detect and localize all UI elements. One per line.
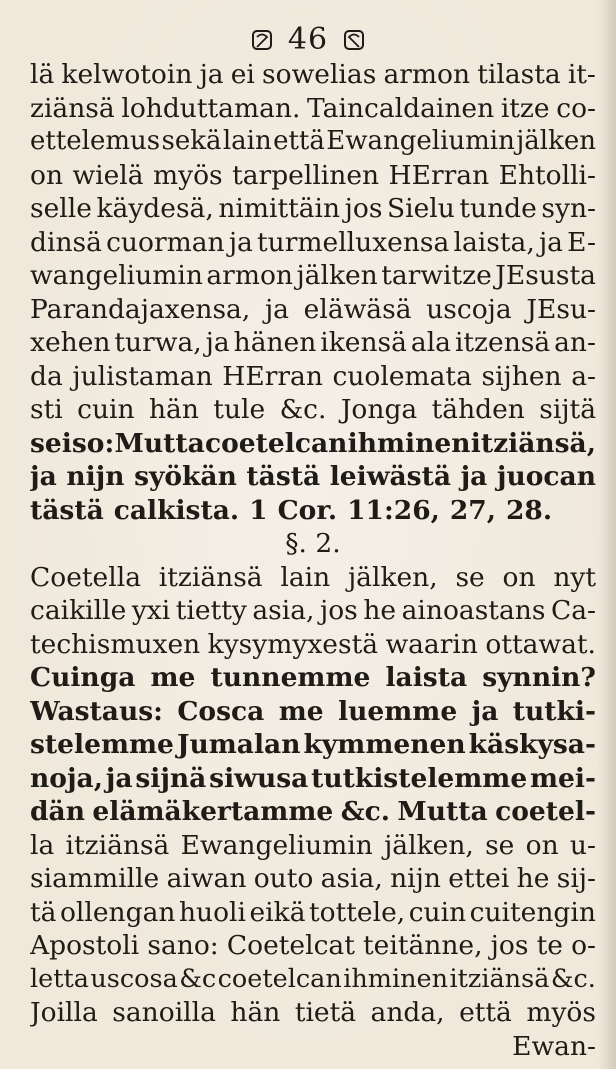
- text-line: dän elämäkertamme &c. Mutta coetel-: [30, 796, 596, 827]
- text-line: Cuinga me tunnemme laista synnin?: [30, 662, 596, 693]
- text-line: da julistaman HErran cuolemata sijhen a-: [30, 360, 596, 392]
- text-line: tä ollengan huoli eikä tottele, cuin cuitengin: [30, 896, 596, 928]
- text-line: xehen turwa, ja hänen ikensä ala itzensä an-: [30, 327, 596, 358]
- text-line: ja nijn syökän tästä leiwästä ja juocan: [30, 461, 596, 492]
- text-line: Parandajaxensa, ja eläwäsä uscoja JEsu-: [30, 293, 596, 325]
- page-number: 46: [287, 22, 329, 57]
- page-gutter-shadow: [598, 0, 616, 1069]
- text-line: selle käydesä, nimittäin jos Sielu tunde syn-: [30, 193, 596, 224]
- text-line: wangeliumin armon jälken tarwitze JEsusta: [30, 260, 596, 291]
- text-line: noja, ja sijnä siwusa tutkistelemme mei-: [30, 762, 596, 794]
- body-text: [30, 58, 596, 1063]
- text-line: Apostoli sano: Coetelcat teitänne, jos te o-: [30, 930, 596, 961]
- ornament-right-icon: [342, 28, 366, 52]
- text-line: Coetella itziänsä lain jälken, se on nyt: [30, 561, 596, 593]
- text-line: ziänsä lohduttaman. Taincaldainen itze co-: [30, 92, 596, 124]
- text-line: caikille yxi tietty asia, jos he ainoastans Ca-: [30, 595, 596, 626]
- text-line: ettelemus sekä lain että Ewangeliumin jälken: [30, 126, 596, 156]
- text-line: dinsä cuorman ja turmelluxensa laista, ja E-: [30, 226, 596, 258]
- text-line: techismuxen kysymyxestä waarin ottawat.: [30, 628, 596, 660]
- text-line: lä kelwotoin ja ei sowelias armon tilasta it-: [30, 59, 596, 90]
- text-line: tästä calkista. 1 Cor. 11:26, 27, 28.: [30, 494, 553, 526]
- text-line: Ewan-: [512, 1030, 596, 1062]
- text-line: seiso: Mutta coetelcan ihminen itziänsä,: [30, 427, 596, 459]
- text-line: letta uscosa &c coetelcan ihminen itziänsä &c.: [30, 963, 596, 994]
- text-line: sti cuin hän tule &c. Jonga tähden sijtä: [30, 394, 596, 425]
- text-line: siammille aiwan outo asia, nijn ettei he sij-: [30, 863, 596, 894]
- ornament-left-icon: [250, 28, 274, 52]
- text-line: Joilla sanoilla hän tietä anda, että myös: [30, 997, 596, 1028]
- text-line: stelemme Jumalan kymmenen käskysa-: [30, 729, 596, 760]
- text-line: la itziänsä Ewangeliumin jälken, se on u-: [30, 829, 596, 861]
- text-line: §. 2.: [285, 528, 341, 559]
- page-header: [0, 20, 616, 60]
- text-line: on wielä myös tarpellinen HErran Ehtolli-: [30, 159, 596, 191]
- text-line: Wastaus: Cosca me luemme ja tutki-: [30, 695, 596, 727]
